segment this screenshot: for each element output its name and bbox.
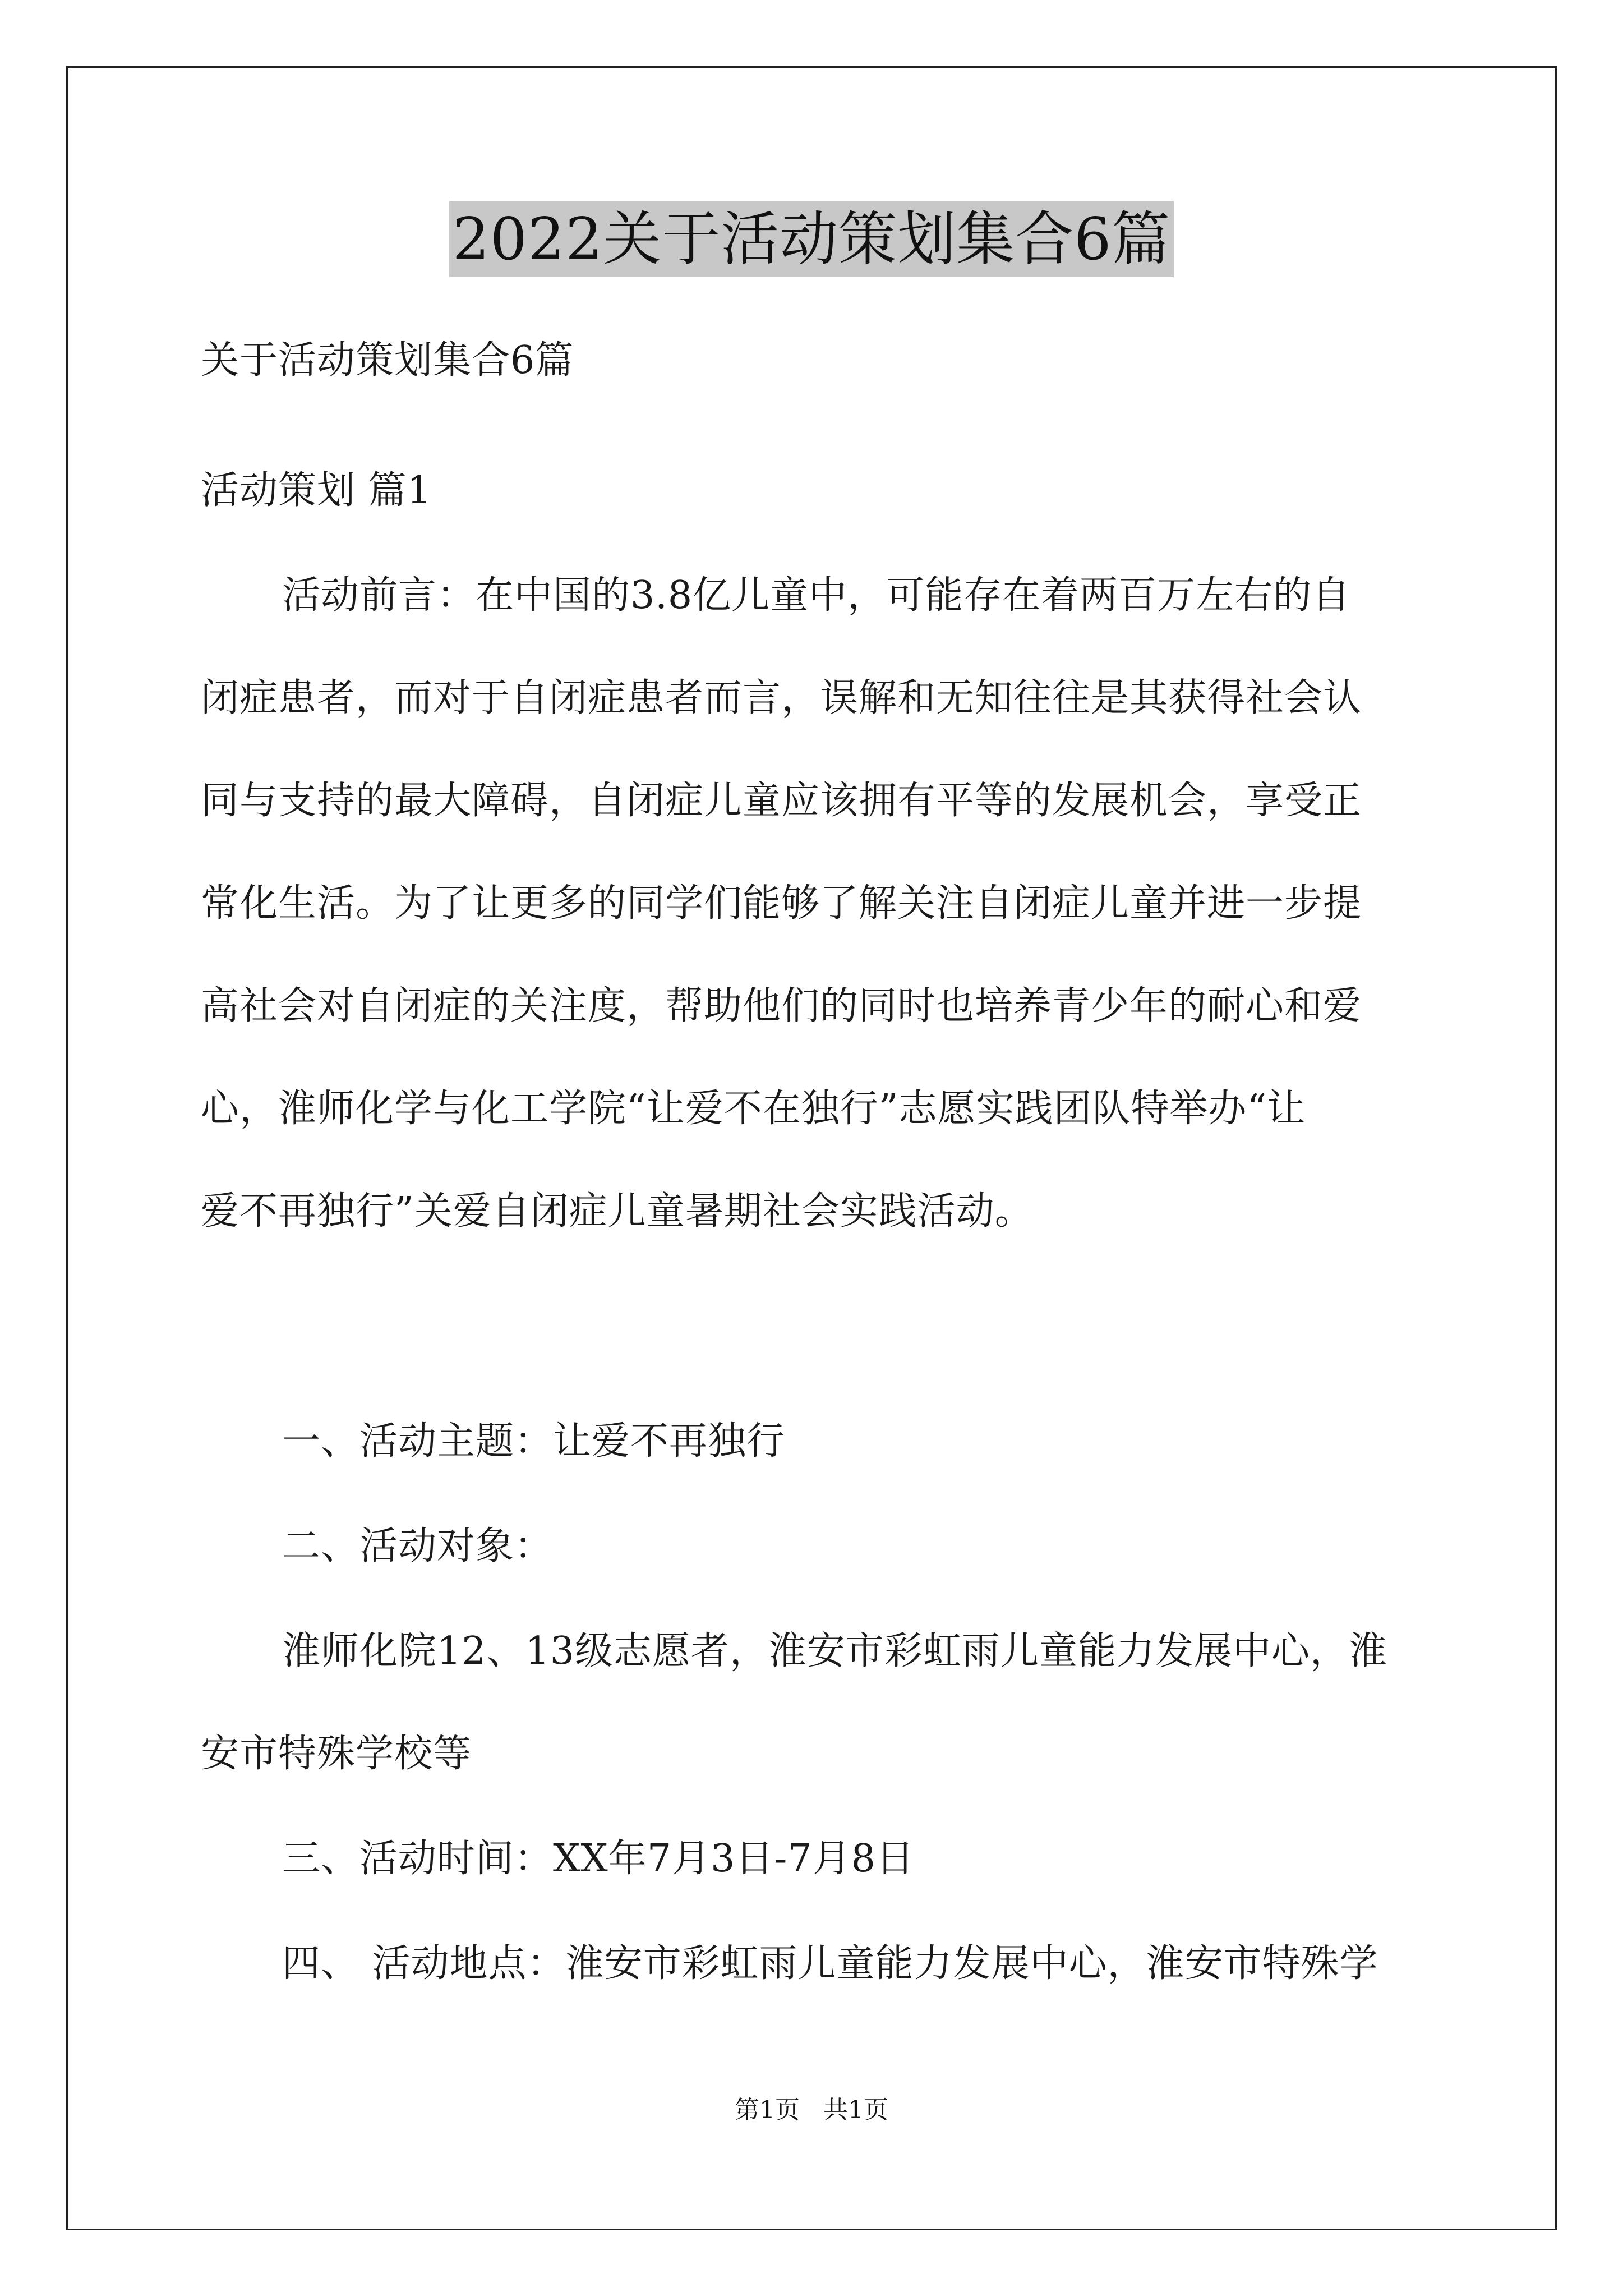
paragraph-line: 活动前言：在中国的3.8亿儿童中，可能存在着两百万左右的自 [282, 573, 1351, 618]
paragraph-line: 高社会对自闭症的关注度，帮助他们的同时也培养青少年的耐心和爱 [201, 984, 1362, 1028]
paragraph-line: 闭症患者，而对于自闭症患者而言，误解和无知往往是其获得社会认 [201, 676, 1362, 720]
page-footer [0, 2093, 1623, 2127]
paragraph-line: 安市特殊学校等 [201, 1732, 472, 1776]
paragraph-line: 淮师化院12、13级志愿者，淮安市彩虹雨儿童能力发展中心，淮 [282, 1629, 1388, 1673]
time-line: 三、活动时间：XX年7月3日-7月8日 [282, 1837, 915, 1881]
document-subtitle: 关于活动策划集合6篇 [201, 338, 574, 383]
theme-line: 一、活动主题：让爱不再独行 [282, 1419, 786, 1464]
paragraph-line: 心，淮师化学与化工学院“让爱不在独行”志愿实践团队特举办“让 [201, 1087, 1306, 1131]
paragraph-line: 常化生活。为了让更多的同学们能够了解关注自闭症儿童并进一步提 [201, 881, 1362, 926]
document-body [201, 306, 1423, 1990]
location-line: 四、 活动地点：淮安市彩虹雨儿童能力发展中心，淮安市特殊学 [282, 1941, 1378, 1986]
page-total: 共1页 [823, 2096, 888, 2124]
intro-paragraph [201, 569, 1423, 1238]
document-title: 2022关于活动策划集合6篇 [449, 201, 1174, 277]
page-number: 第1页 [735, 2096, 800, 2124]
title-block [0, 201, 1623, 277]
paragraph-line: 同与支持的最大障碍，自闭症儿童应该拥有平等的发展机会，享受正 [201, 779, 1362, 823]
section-heading: 活动策划 篇1 [201, 468, 432, 513]
paragraph-line: 爱不再独行”关爱自闭症儿童暑期社会实践活动。 [201, 1189, 1034, 1234]
target-heading: 二、活动对象： [282, 1524, 554, 1568]
target-paragraph [201, 1625, 1423, 1780]
